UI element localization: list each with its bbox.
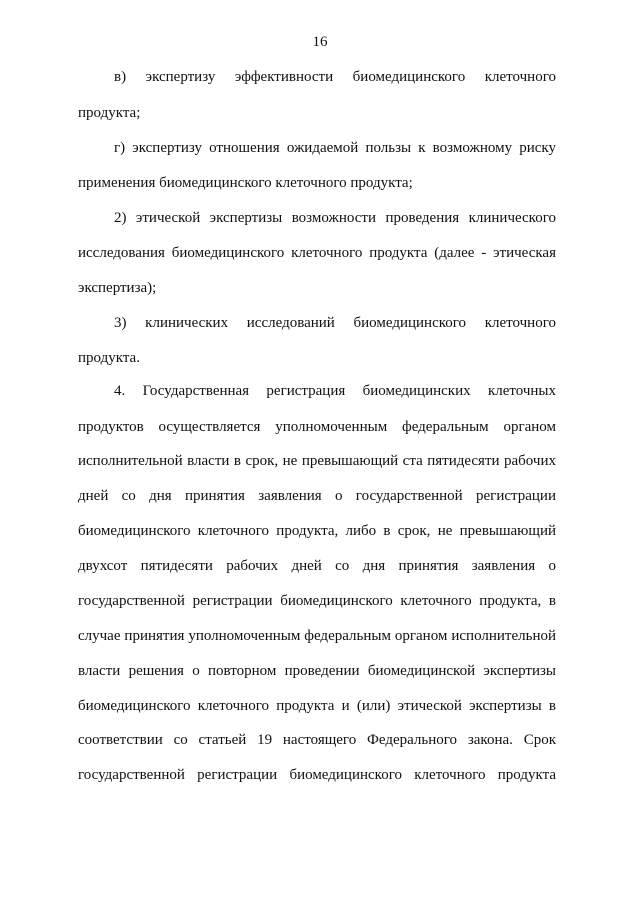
page-number: 16 <box>312 34 328 50</box>
text-line: в) экспертизу эффективности биомедицинского клеточного <box>114 69 556 85</box>
text-line: 3) клинических исследований биомедицинского клеточного <box>114 315 556 331</box>
text-line: двухсот пятидесяти рабочих дней со дня принятия заявления о <box>78 558 556 574</box>
text-line: соответствии со статьей 19 настоящего Федерального закона. Срок <box>78 732 556 748</box>
text-line: случае принятия уполномоченным федеральным органом исполнительной <box>78 628 556 644</box>
text-line: экспертиза); <box>78 280 157 296</box>
text-line: государственной регистрации биомедицинского клеточного продукта, в <box>78 593 556 609</box>
text-line: 2) этической экспертизы возможности проведения клинического <box>114 210 556 226</box>
text-line: 4. Государственная регистрация биомедицинских клеточных <box>114 383 556 399</box>
text-line: продукта. <box>78 350 140 366</box>
text-line: продуктов осуществляется уполномоченным федеральным органом <box>78 419 556 435</box>
text-line: государственной регистрации биомедицинского клеточного продукта <box>78 767 556 783</box>
text-line: г) экспертизу отношения ожидаемой пользы к возможному риску <box>114 140 556 156</box>
text-line: власти решения о повторном проведении биомедицинской экспертизы <box>78 663 556 679</box>
text-line: дней со дня принятия заявления о государственной регистрации <box>78 488 556 504</box>
text-line: применения биомедицинского клеточного продукта; <box>78 175 413 191</box>
text-line: продукта; <box>78 105 141 121</box>
text-line: исполнительной власти в срок, не превышающий ста пятидесяти рабочих <box>78 453 556 469</box>
text-line: биомедицинского клеточного продукта, либо в срок, не превышающий <box>78 523 556 539</box>
text-line: исследования биомедицинского клеточного продукта (далее - этическая <box>78 245 556 261</box>
text-line: биомедицинского клеточного продукта и (или) этической экспертизы в <box>78 698 556 714</box>
